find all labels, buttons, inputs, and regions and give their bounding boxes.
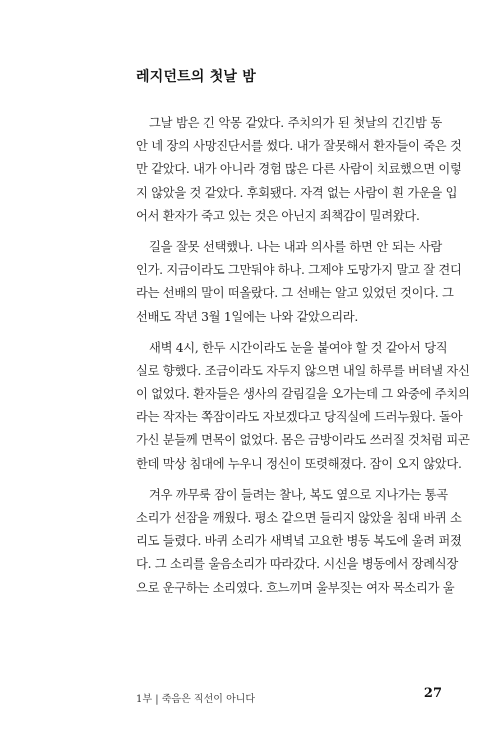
text-line: 겨우 까무룩 잠이 들려는 찰나, 복도 옆으로 지나가는 통곡 xyxy=(149,487,448,502)
text-line: 실로 향했다. 조금이라도 자두지 않으면 내일 하루를 버텨낼 자신 xyxy=(136,363,470,378)
text-line: 새벽 4시, 한두 시간이라도 눈을 붙여야 할 것 같아서 당직 xyxy=(149,340,448,355)
text-line: 소리가 선잠을 깨웠다. 평소 같으면 들리지 않았을 침대 바퀴 소 xyxy=(136,511,462,525)
page-number: 27 xyxy=(423,686,442,701)
text-line: 이 없었다. 환자들은 생사의 갈림길을 오가는데 그 와중에 주치의 xyxy=(136,387,470,402)
running-footer-title: 1부 | 죽음은 직선이 아니다 xyxy=(136,694,256,705)
paragraph xyxy=(136,337,470,476)
text-line: 다. 그 소리를 울음소리가 따라갔다. 시신을 병동에서 장례식장 xyxy=(136,557,458,572)
text-line: 선배도 작년 3월 1일에는 나와 같았으리라. xyxy=(136,309,358,324)
text-line: 안 네 장의 사망진단서를 썼다. 내가 잘못해서 환자들이 죽은 것 xyxy=(136,139,462,154)
chapter-title: 레지던트의 첫날 밤 xyxy=(136,69,256,85)
text-line: 한데 막상 침대에 누우니 정신이 또렷해졌다. 잠이 오지 않았다. xyxy=(136,456,462,471)
text-line: 어서 환자가 죽고 있는 것은 아닌지 죄책감이 밀려왔다. xyxy=(136,208,420,223)
text-line: 리도 들렸다. 바퀴 소리가 새벽녘 고요한 병동 복도에 울려 퍼졌 xyxy=(136,534,462,549)
text-line: 만 같았다. 내가 아니라 경험 많은 다른 사람이 치료했으면 이렇 xyxy=(136,162,462,177)
text-line: 인가. 지금이라도 그만둬야 하나. 그제야 도망가지 말고 잘 견디 xyxy=(136,263,462,278)
text-line: 그날 밤은 긴 악몽 같았다. 주치의가 된 첫날의 긴긴밤 동 xyxy=(149,116,442,130)
text-line: 으로 운구하는 소리였다. 흐느끼며 울부짖는 여자 목소리가 울 xyxy=(136,580,455,595)
text-line: 라는 작자는 쪽잠이라도 자보겠다고 당직실에 드러누웠다. 돌아 xyxy=(136,410,463,425)
text-line: 길을 잘못 선택했나. 나는 내과 의사를 하면 안 되는 사람 xyxy=(149,239,442,254)
text-line: 라는 선배의 말이 떠올랐다. 그 선배는 알고 있었던 것이다. 그 xyxy=(136,286,454,301)
paragraph xyxy=(136,484,462,600)
paragraph xyxy=(136,236,462,329)
text-line: 가신 분들께 면목이 없었다. 몸은 금방이라도 쓰러질 것처럼 피곤 xyxy=(136,433,470,448)
body-text xyxy=(136,112,470,600)
text-line: 지 않았을 것 같았다. 후회됐다. 자격 없는 사람이 흰 가운을 입 xyxy=(136,185,458,200)
paragraph xyxy=(136,112,462,228)
